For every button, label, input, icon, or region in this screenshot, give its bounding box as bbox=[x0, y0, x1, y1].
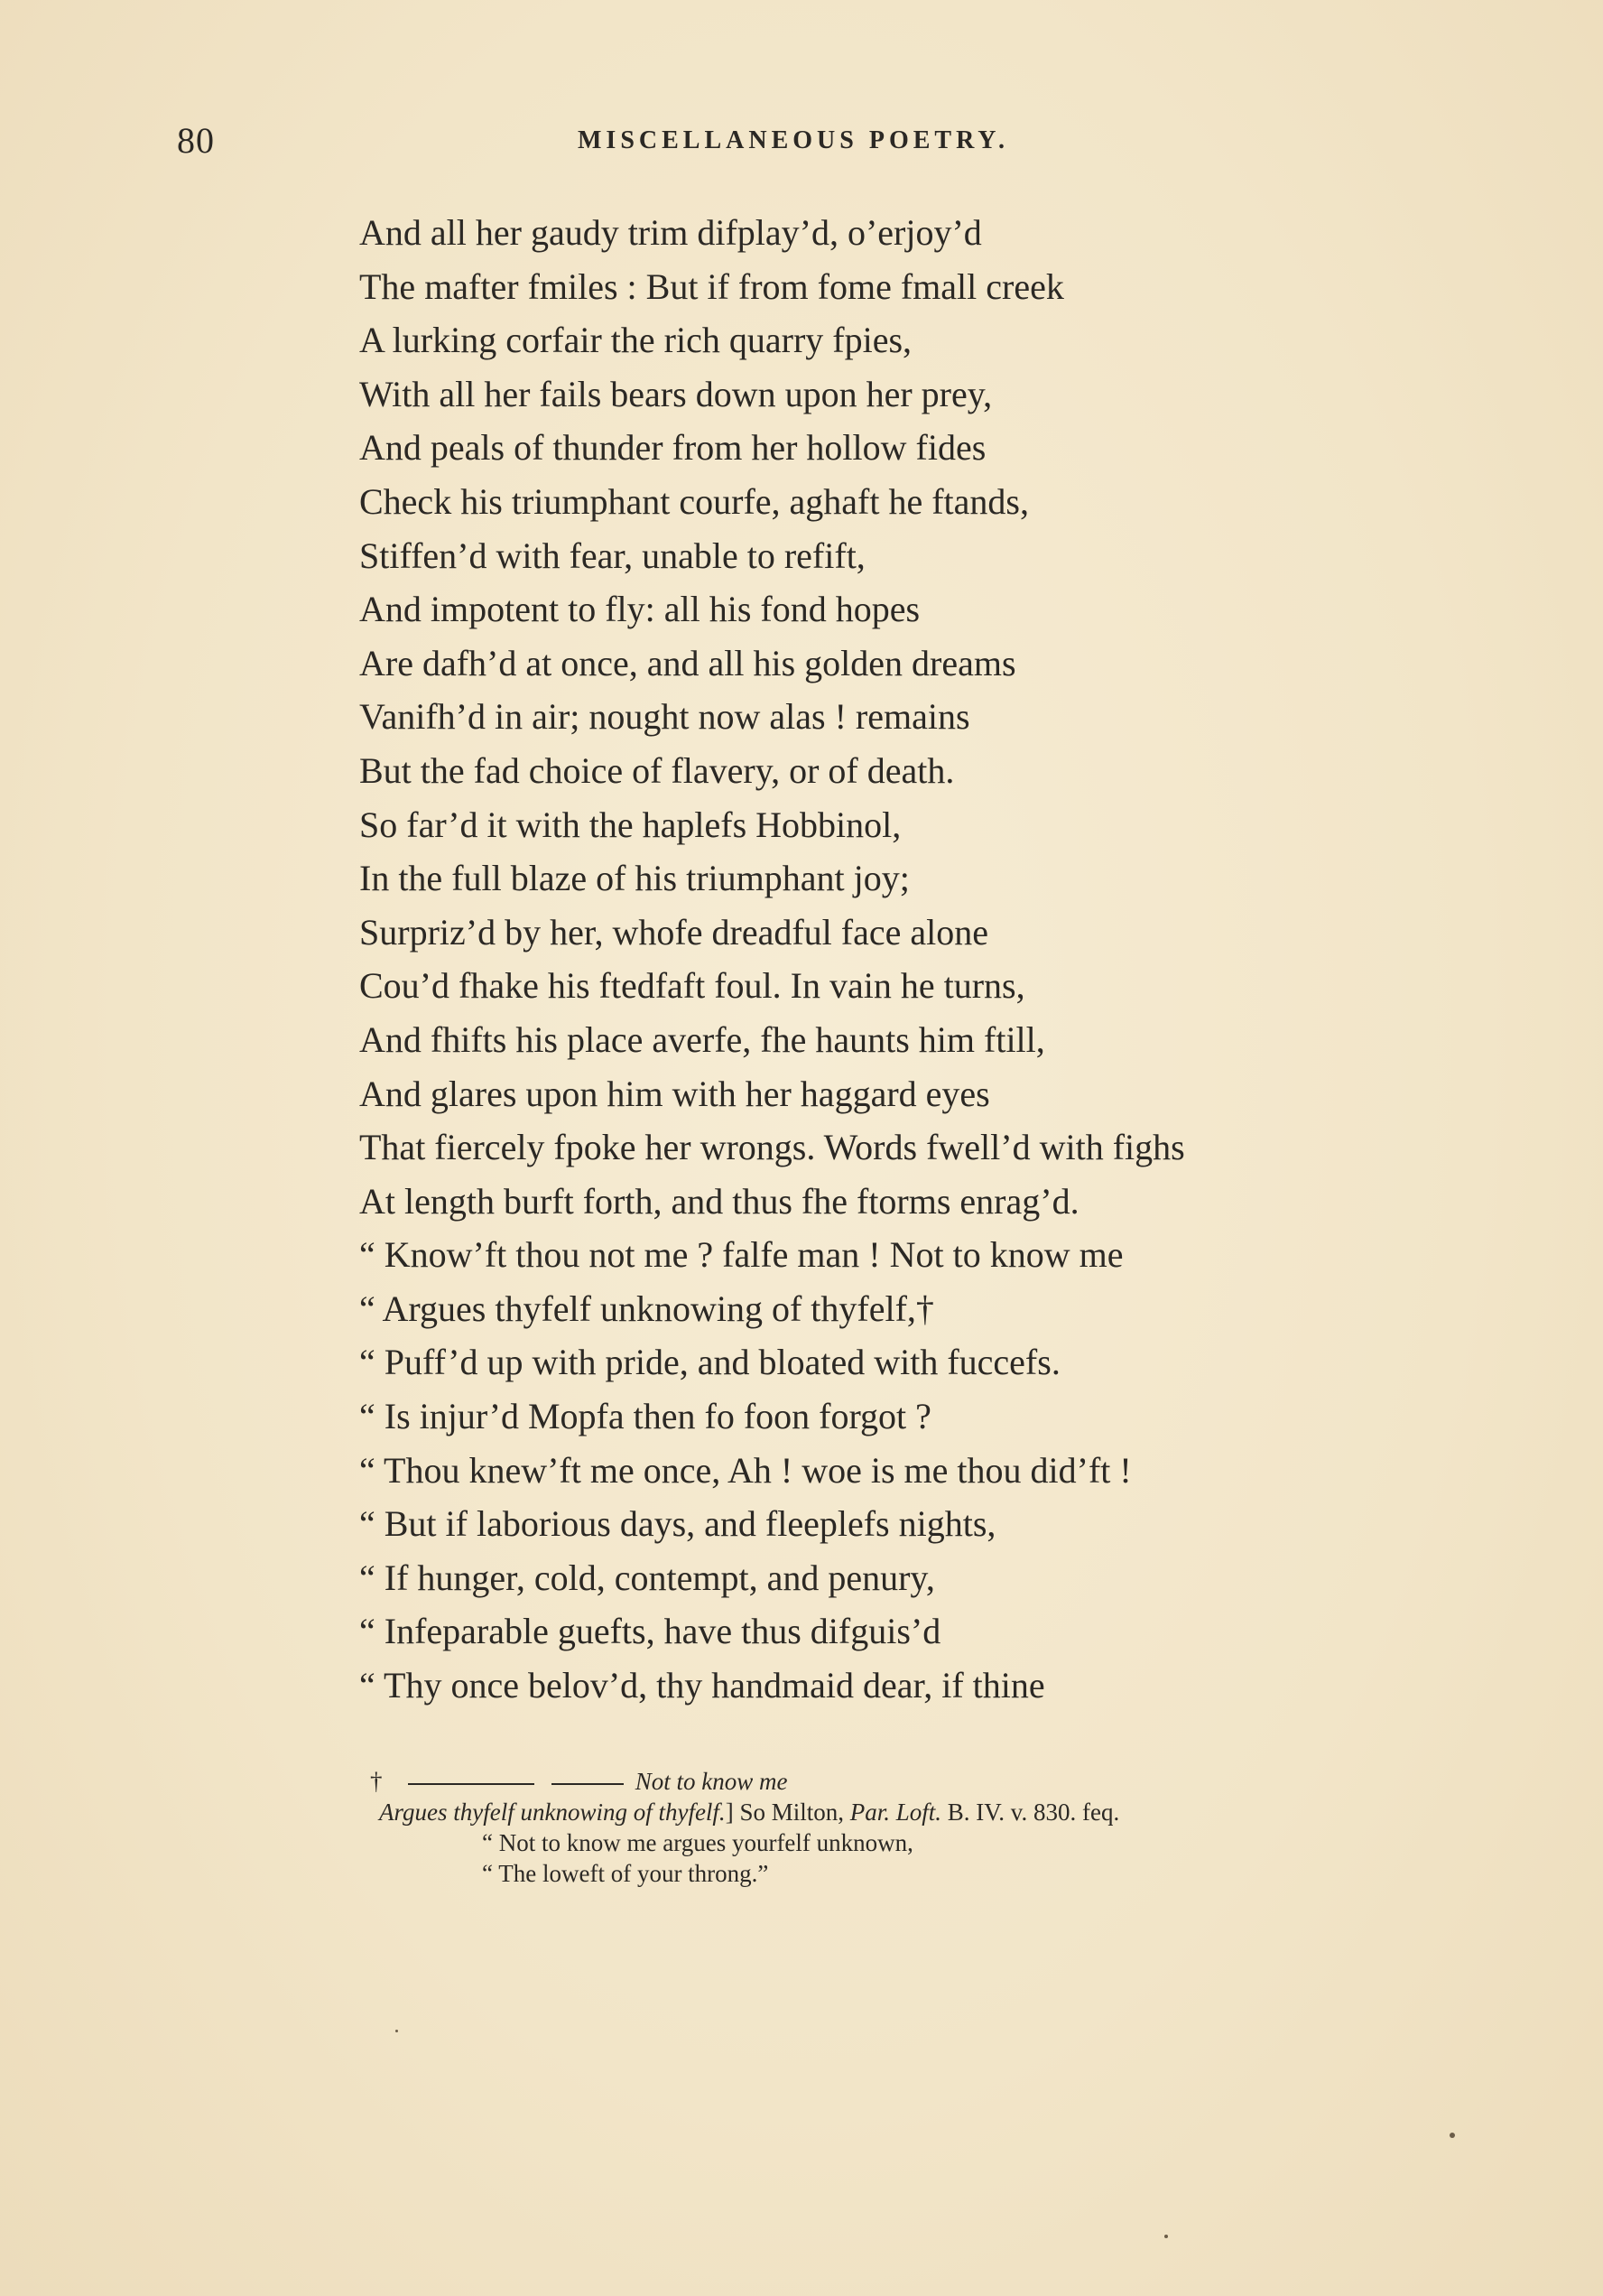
footnote-quote-line: “ Not to know me argues yourfelf unknown, bbox=[482, 1829, 913, 1856]
poem-line: Vanifh’d in air; nought now alas ! remains bbox=[359, 696, 970, 738]
poem-line: Check his triumphant courfe, aghaft he ftands, bbox=[359, 480, 1029, 522]
dagger-mark: † bbox=[370, 1768, 383, 1795]
footnote-dash-rule bbox=[408, 1783, 534, 1785]
footnote bbox=[370, 1766, 1543, 1889]
poem-line: And glares upon him with her haggard eyes bbox=[359, 1073, 990, 1114]
poem-line: “ Thou knew’ft me once, Ah ! woe is me thou did’ft ! bbox=[359, 1449, 1132, 1491]
paper-speck bbox=[1164, 2235, 1168, 2238]
poem-line: Surpriz’d by her, whofe dreadful face alone bbox=[359, 911, 988, 953]
poem-line: So far’d it with the haplefs Hobbinol, bbox=[359, 804, 902, 845]
footnote-reference: So Milton, bbox=[733, 1799, 850, 1826]
footnote-dash-rule bbox=[551, 1783, 624, 1785]
footnote-lemma: Not to know me bbox=[635, 1768, 788, 1795]
poem-line: That fiercely fpoke her wrongs. Words fwell’d with fighs bbox=[359, 1127, 1185, 1168]
poem-line: “ But if laborious days, and fleeplefs nights, bbox=[359, 1503, 996, 1545]
poem-body bbox=[359, 206, 1533, 1713]
poem-line: “ Infeparable guefts, have thus difguis’d bbox=[359, 1611, 941, 1652]
footnote-quoted-text: Argues thyfelf unknowing of thyfelf. bbox=[379, 1799, 726, 1826]
poem-line: “ Argues thyfelf unknowing of thyfelf,† bbox=[359, 1287, 934, 1329]
poem-line: With all her fails bears down upon her prey, bbox=[359, 373, 993, 414]
poem-line: But the fad choice of flavery, or of death. bbox=[359, 749, 955, 791]
poem-line: In the full blaze of his triumphant joy; bbox=[359, 858, 910, 899]
page-number: 80 bbox=[177, 120, 215, 161]
poem-line: And fhifts his place averfe, fhe haunts him ftill, bbox=[359, 1018, 1045, 1060]
poem-line: And impotent to fly: all his fond hopes bbox=[359, 589, 921, 630]
footnote-citation-line bbox=[379, 1797, 1543, 1827]
poem-line: The mafter fmiles : But if from fome fmall creek bbox=[359, 265, 1064, 307]
running-head: MISCELLANEOUS POETRY. bbox=[578, 126, 1009, 154]
footnote-first-line bbox=[370, 1766, 1543, 1797]
poem-line: At length burft forth, and thus fhe ftorms enrag’d. bbox=[359, 1180, 1079, 1222]
poem-line: “ Puff’d up with pride, and bloated with fuccefs. bbox=[359, 1342, 1061, 1383]
poem-line: “ Know’ft thou not me ? falfe man ! Not to know me bbox=[359, 1234, 1124, 1276]
poem-line: And all her gaudy trim difplay’d, o’erjoy’d bbox=[359, 212, 982, 253]
paper-speck bbox=[395, 2030, 398, 2032]
poem-line: Stiffen’d with fear, unable to refift, bbox=[359, 534, 866, 576]
footnote-location: B. IV. v. 830. feq. bbox=[941, 1799, 1120, 1826]
poem-line: Are dafh’d at once, and all his golden dreams bbox=[359, 642, 1016, 683]
footnote-work-title: Par. Loft. bbox=[849, 1799, 941, 1826]
poem-line: And peals of thunder from her hollow fides bbox=[359, 427, 987, 469]
poem-line: “ Thy once belov’d, thy handmaid dear, if thine bbox=[359, 1665, 1045, 1706]
poem-line: “ Is injur’d Mopfa then fo foon forgot ? bbox=[359, 1396, 931, 1437]
paper-speck bbox=[1450, 2133, 1455, 2138]
poem-line: “ If hunger, cold, contempt, and penury, bbox=[359, 1557, 935, 1598]
poem-line: Cou’d fhake his ftedfaft foul. In vain he turns, bbox=[359, 965, 1025, 1007]
footnote-quote-line: “ The loweft of your throng.” bbox=[482, 1860, 769, 1887]
footnote-bracket: ] bbox=[725, 1799, 734, 1826]
poem-line: A lurking corfair the rich quarry fpies, bbox=[359, 320, 913, 361]
